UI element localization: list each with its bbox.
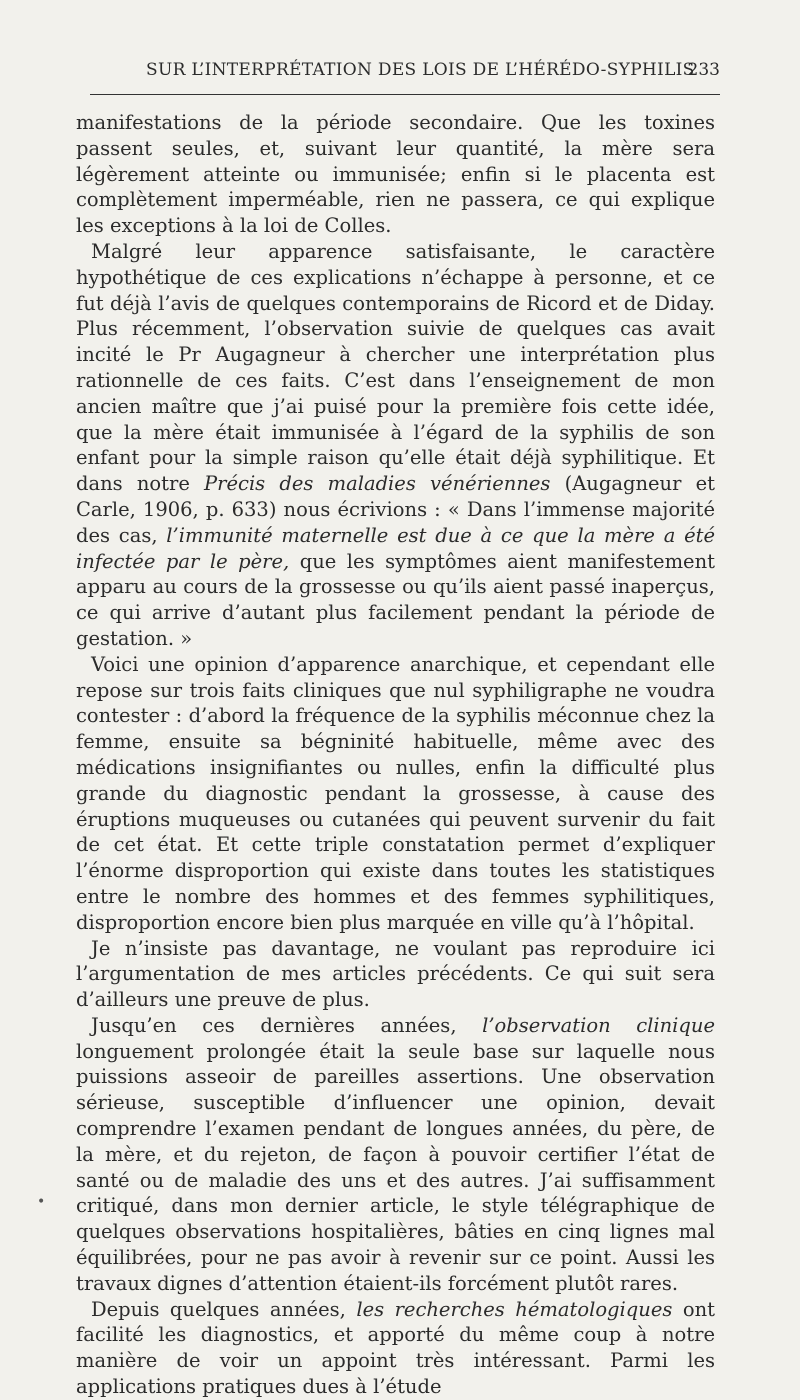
text-run: Depuis quelques années, (91, 1297, 357, 1321)
body-text (76, 110, 715, 1400)
text-run: Voici une opinion d’apparence anarchique, et cependant elle repose sur trois faits cliniques que nul syphiligraphe ne voudra contester : d’abord la fréquence de la syphilis méconnue chez la femme, ensuite sa bégninité habituelle, même avec des médications insignifiantes ou nulles, enfin la difficulté plus grande du diagnostic pendant la grossesse, à cause des éruptions muqueuses ou cutanées qui peuvent survenir du fait de cet état. Et cette triple constatation permet d’expliquer l’énorme disproportion qui existe dans toutes les statistiques entre le nombre des hommes et des femmes syphilitiques, disproportion encore bien plus marquée en ville qu’à l’hôpital. (76, 652, 715, 934)
paragraph (76, 1297, 715, 1400)
italic-quote: l’immunité maternelle est due à ce que la mère a été infectée par le père, (76, 523, 715, 573)
page-header (90, 58, 720, 95)
text-run: que les symptômes aient manifestement apparu au cours de la grossesse ou qu’ils aient passé inaperçus, ce qui arrive d’autant plus facilement pendant la période de gestation. » (76, 549, 715, 650)
paragraph (76, 652, 715, 936)
text-run: longuement prolongée était la seule base sur laquelle nous puissions asseoir de pareilles assertions. Une observation sérieuse, susceptible d’influencer une opinion, devait comprendre l’examen pendant de longues années, du père, de la mère, et du rejeton, de façon à pouvoir certifier l’état de santé ou de maladie des uns et des autres. J’ai suffisamment critiqué, dans mon dernier article, le style télégraphique de quelques observations hospitalières, bâties en cinq lignes mal équilibrées, pour ne pas avoir à revenir sur ce point. Aussi les travaux dignes d’attention étaient-ils forcément plutôt rares. (76, 1039, 715, 1295)
paragraph (76, 936, 715, 1013)
paragraph-continuation (76, 110, 715, 239)
margin-mark: • (37, 1194, 46, 1210)
running-title: SUR L’INTERPRÉTATION DES LOIS DE L’HÉRÉDO-SYPHILIS (146, 60, 695, 80)
text-run: ont facilité les diagnostics, et apporté du même coup à notre manière de voir un appoint très intéressant. Parmi les applications pratiques dues à l’étude (76, 1297, 715, 1399)
italic-book-title: Précis des maladies vénériennes (204, 472, 551, 496)
text-run: Jusqu’en ces dernières années, (91, 1013, 483, 1037)
page-number: 233 (687, 60, 720, 80)
text-run: Malgré leur apparence satisfaisante, le caractère hypothétique de ces explications n’échappe à personne, et ce fut déjà l’avis de quelques contemporains de Ricord et de Diday. Plus récemment, l’observation suivie de quelques cas avait incité le Pr Augagneur à chercher une interprétation plus rationnelle de ces faits. C’est dans l’enseignement de mon ancien maître que j’ai puisé pour la première fois cette idée, que la mère était immunisée à l’égard de la syphilis de son enfant pour la simple raison qu’elle était déjà syphilitique. Et dans notre (76, 239, 715, 496)
paragraph (76, 239, 715, 652)
italic-term: les recherches hématologiques (356, 1297, 673, 1321)
text-run: Je n’insiste pas davantage, ne voulant pas reproduire ici l’argumentation de mes articles précédents. Ce qui suit sera d’ailleurs une preuve de plus. (76, 936, 715, 1012)
text-run: (Augagneur et Carle, 1906, p. 633) nous écrivions : « Dans l’immense majorité des cas, (76, 472, 715, 547)
text-run: manifestations de la période secondaire. Que les toxines passent seules, et, suivant leur quantité, la mère sera légèrement atteinte ou immunisée; enfin si le placenta est complètement imperméable, rien ne passera, ce qui explique les exceptions à la loi de Colles. (76, 111, 715, 238)
paragraph (76, 1013, 715, 1297)
italic-term: l’observation clinique (482, 1013, 716, 1037)
